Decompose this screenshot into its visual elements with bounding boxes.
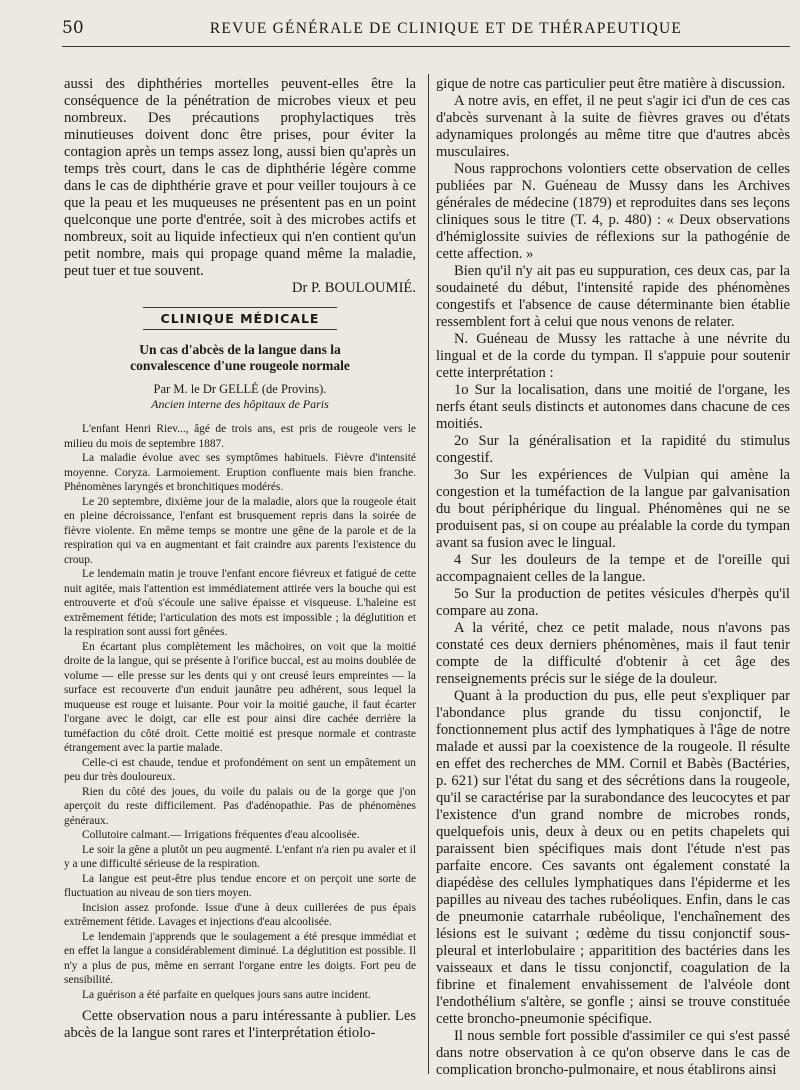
observation-paragraph: L'enfant Henri Riev..., âgé de trois ans, est pris de rougeole vers le milieu du mois de septembre 1887.	[64, 423, 416, 450]
article-title-line: convalescence d'une rougeole normale	[130, 358, 350, 373]
journal-title: REVUE GÉNÉRALE DE CLINIQUE ET DE THÉRAPEUTIQUE	[209, 20, 683, 37]
section-title: CLINIQUE MÉDICALE	[143, 307, 338, 330]
observation-paragraph: Le lendemain matin je trouve l'enfant encore fiévreux et fatigué de cette nuit agitée, mais l'attention est immédiatement attirée vers la bouche qui est entrouverte et d'où s'écoule une salive épaisse et visqueuse. L'haleine est extrêmement fétide; l'articulation des mots est impossible ; la déglutition et la respiration sont aussi fort gênées.	[64, 568, 416, 638]
body-paragraph: Cette observation nous a paru intéressante à publier. Les abcès de la langue sont rares et l'interprétation étiolo-	[64, 1008, 416, 1041]
numbered-point: 4 Sur les douleurs de la tempe et de l'oreille qui accompagnaient celles de la langue.	[436, 552, 790, 585]
observation-paragraph: Le 20 septembre, dixième jour de la maladie, alors que la rougeole était en pleine décroissance, l'enfant est brusquement repris dans la soirée de fièvre violente. En même temps se montre une gêne de la parole et de la respiration qui va en augmentant et fait craindre aux parents l'existence du croup.	[64, 495, 416, 566]
body-paragraph: Il nous semble fort possible d'assimiler ce qui s'est passé dans notre observation à ce qu'on observe dans le cas de complication broncho-pulmonaire, et nous établirons ainsi	[436, 1028, 790, 1078]
author-signature: Dr P. BOULOUMIÉ.	[291, 280, 416, 296]
right-column	[436, 76, 790, 1079]
running-head	[62, 18, 790, 42]
numbered-point: 1o Sur la localisation, dans une moitié de l'organe, les nerfs étant seuls distincts et autonomes dans chacune de ces moitiés.	[436, 382, 790, 432]
article-affiliation: Ancien interne des hôpitaux de Paris	[151, 397, 329, 411]
observation-paragraph: Collutoire calmant.— Irrigations fréquentes d'eau alcoolisée.	[82, 829, 360, 841]
observation-paragraph: En écartant plus complètement les mâchoires, on voit que la moitié droite de la langue, qui se présente à l'orifice buccal, est au moins doublée de volume — elle presse sur les dents qui y ont creusé leurs empreintes — la surface est recouverte d'un enduit jaunâtre peu adhérent, sous lequel la muqueuse est rouge et luisante. Pour voir la moitié gauche, il faut écarter l'organe avec le doigt, car elle est pour ainsi dire cachée derrière la tuméfaction du côté droit. Cette moitié est presque normale et contraste étrangement avec la partie malade.	[64, 640, 416, 754]
article-title	[64, 342, 416, 374]
body-paragraph: gique de notre cas particulier peut être matière à discussion.	[436, 76, 786, 92]
numbered-point: 2o Sur la généralisation et la rapidité du stimulus congestif.	[436, 433, 790, 466]
observation-paragraph: La guérison a été parfaite en quelques jours sans autre incident.	[82, 988, 371, 1001]
page-number: 50	[62, 18, 84, 38]
article-author: Par M. le Dr GELLÉ (de Provins).	[153, 382, 327, 396]
observation-paragraph: La maladie évolue avec ses symptômes habituels. Fièvre d'intensité moyenne. Coryza. Larmoiement. Eruption confluente mais bien franche. Phénomènes laryngés et bronchitiques modérés.	[64, 452, 416, 493]
continued-paragraph: aussi des diphthéries mortelles peuvent-elles être la conséquence de la pénétration de microbes vieux et peu nombreux. Des précautions prophylactiques très minutieuses doivent donc être prises, pour éviter la contagion après un temps assez long, aussi bien qu'après un temps très court, dans le cas de diphthérie légère comme dans le cas de diphthérie grave et pour veiller toujours à ce que la peau et les muqueuses ne présentent pas en un point quelconque une porte d'entrée, soit à des microbes actifs et nombreux, soit au liquide infectieux qui n'en contient qu'un petit nombre, mais qui propage quand même la maladie, peut tuer et tue souvent.	[64, 76, 416, 279]
column-divider	[428, 74, 429, 1074]
observation-paragraph: Celle-ci est chaude, tendue et profondément on sent un empâtement un peu dur très douloureux.	[64, 756, 416, 783]
left-column	[64, 76, 416, 1042]
header-rule	[62, 46, 790, 47]
body-paragraph: Nous rapprochons volontiers cette observation de celles publiées par N. Guéneau de Mussy dans les Archives générales de médecine (1879) et reproduites dans ses leçons cliniques sous le titre (T. 4, p. 480) : « Deux observations d'hémiglossite suivies de réflexions sur la pathogénie de cette affection. »	[436, 161, 790, 262]
body-paragraph: Bien qu'il n'y ait pas eu suppuration, ces deux cas, par la soudaineté du début, l'intensité rapide des phénomènes congestifs et l'absence de cause déterminante bien établie ressemblent fort à celui que nous venons de relater.	[436, 263, 790, 330]
observation-paragraph: La langue est peut-être plus tendue encore et on perçoit une sorte de fluctuation au niveau de son tiers moyen.	[64, 872, 416, 899]
numbered-point: 3o Sur les expériences de Vulpian qui amène la congestion et la tuméfaction de la langue par galvanisation du bout périphérique du lingual. Phénomènes qui ne se produisent pas, si on coupe au préalable la corde du tympan avant sa fusion avec le lingual.	[436, 467, 790, 551]
body-paragraph: Quant à la production du pus, elle peut s'expliquer par l'abondance plus grande du tissu conjonctif, le fonctionnement plus actif des lymphatiques à l'âge de notre malade et aussi par la coexistence de la rougeole. Il résulte en effet des recherches de MM. Cornil et Babès (Bactéries, p. 621) sur l'état du sang et des sécrétions dans la rougeole, qu'il se caractérise par la surabondance des leucocytes et par l'existence d'un grand nombre de microbes ronds, quelquefois unis, deux à deux ou en petits chapelets qui paraissent bien spécifiques mais dont l'étude n'est pas parfaite encore. Ces savants ont également constaté la diapédèse des cellules lymphatiques dans l'épiderme et les papilles au niveau des taches rubéoliques. Enfin, dans le cas de pneumonie catarrhale rubéolique, l'enchaînement des lésions est le suivant ; œdème du tissu conjonctif sous-pleural et interlobulaire ; apparitition des bactéries dans les vaisseaux et dans le tissu conjonctif, coagulation de la fibrine et finalement envahissement de l'alvéole dont l'endothélium s'altère, se gonfle ; ainsi se trouve constituée cette broncho-pneumonie spécifique.	[436, 688, 790, 1027]
body-paragraph: A notre avis, en effet, il ne peut s'agir ici d'un de ces cas d'abcès survenant à la suite de fièvres graves ou d'états adynamiques prolongés au même titre que d'autres abcès musculaires.	[436, 93, 790, 160]
observation-block	[64, 422, 416, 1002]
observation-paragraph: Le soir la gêne a plutôt un peu augmenté. L'enfant n'a rien pu avaler et il y a une difficulté sérieuse de la respiration.	[64, 843, 416, 870]
article-title-line: Un cas d'abcès de la langue dans la	[139, 342, 341, 357]
body-paragraph: A la vérité, chez ce petit malade, nous n'avons pas constaté ces deux derniers phénomènes, mais il faut tenir compte de la difficulté d'obtenir à cet âge des renseignements précis sur le siége de la douleur.	[436, 620, 790, 687]
body-paragraph: N. Guéneau de Mussy les rattache à une névrite du lingual et de la corde du tympan. Il s'appuie pour soutenir cette interprétation :	[436, 331, 790, 381]
observation-paragraph: Le lendemain j'apprends que le soulagement a été presque immédiat et en effet la langue a considérablement diminué. La déglutition est possible. Il n'y a plus de pus, même en serrant l'organe entre les doigts. Fort peu de sensibilité.	[64, 930, 416, 986]
observation-paragraph: Incision assez profonde. Issue d'une à deux cuillerées de pus épais extrêmement fétide. Lavages et injections d'eau alcoolisée.	[64, 901, 416, 928]
section-header	[64, 307, 416, 330]
observation-paragraph: Rien du côté des joues, du voile du palais ou de la gorge que j'on aperçoit du reste difficilement. Pas d'adénopathie. Pas de phénomènes généraux.	[64, 785, 416, 827]
numbered-point: 5o Sur la production de petites vésicules d'herpès qu'il compare au zona.	[436, 586, 790, 619]
